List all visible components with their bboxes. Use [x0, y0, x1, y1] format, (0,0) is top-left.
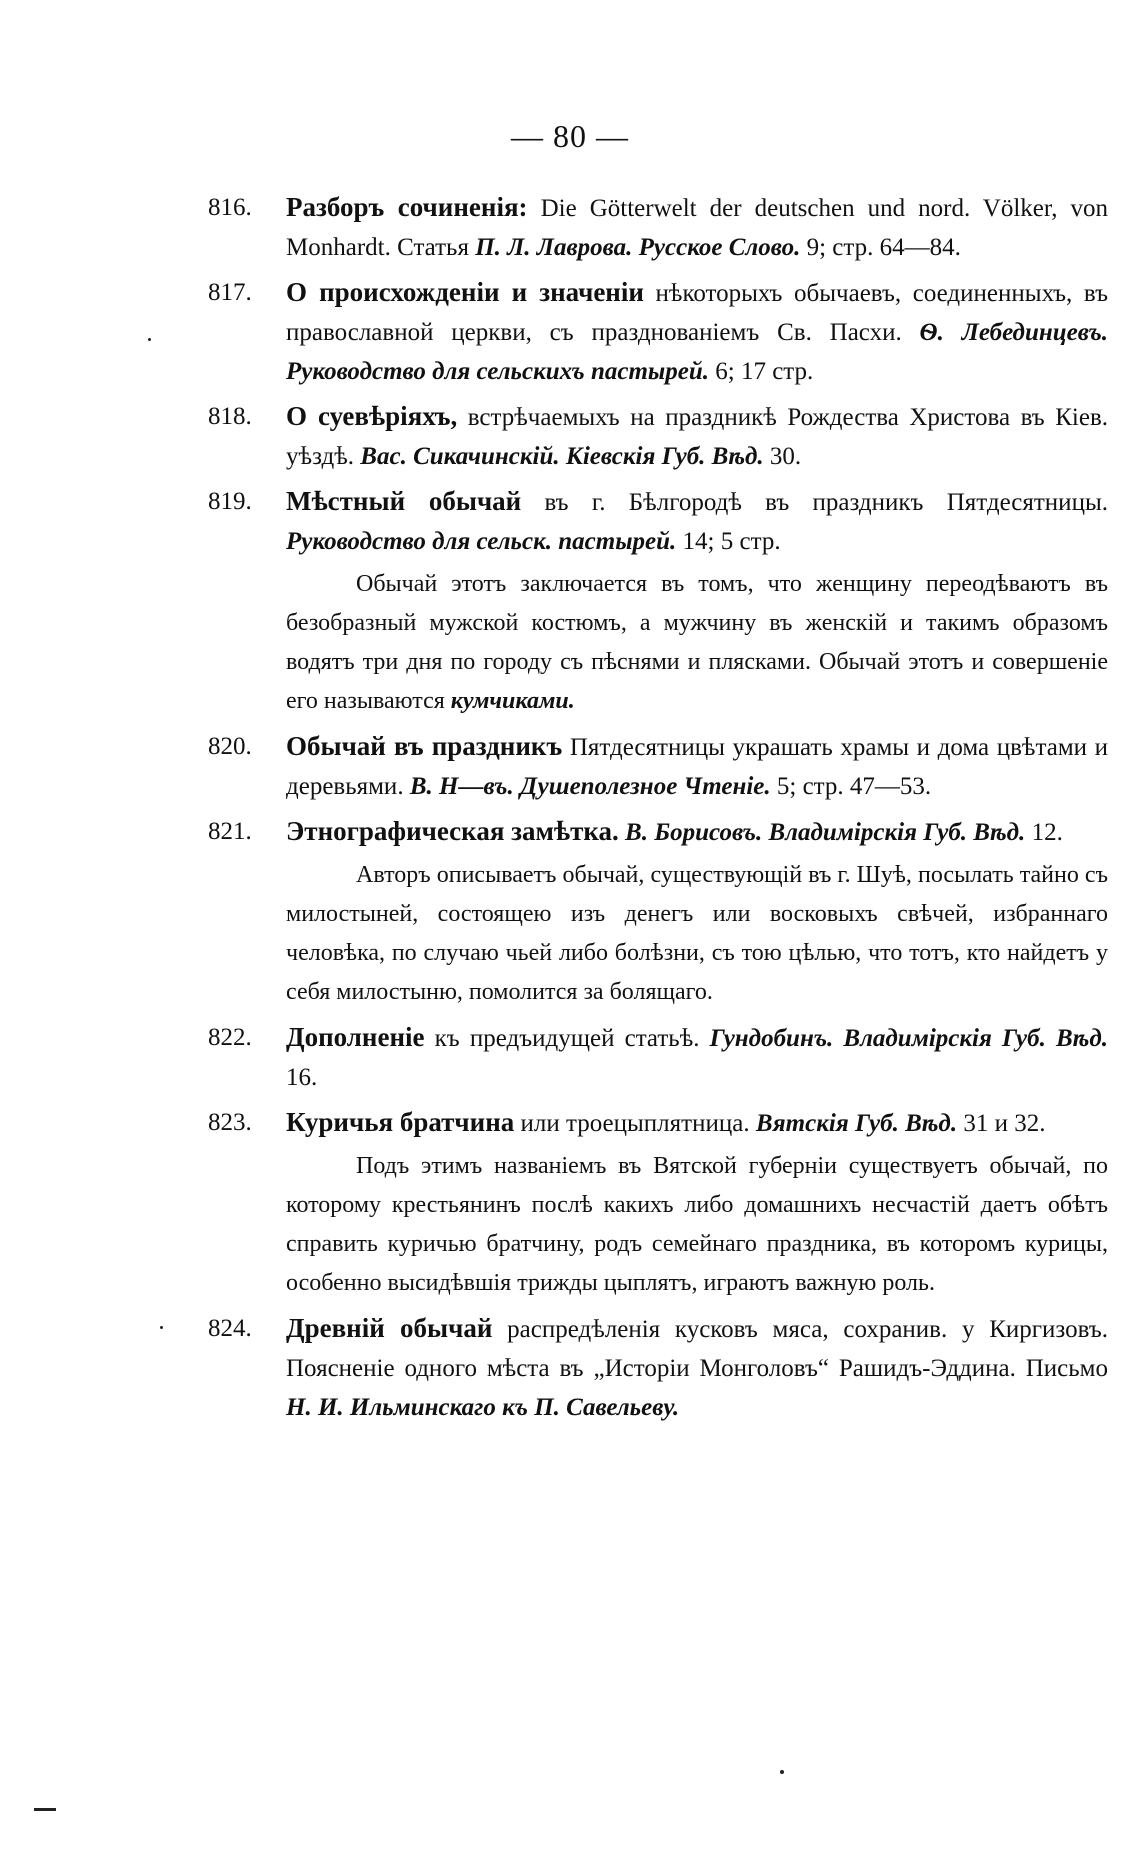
entry-number: 821.	[208, 818, 252, 845]
entry-title: Этнографическая замѣтка.	[286, 816, 619, 846]
entry-tail: 16.	[286, 1064, 318, 1091]
entry-title: Разборъ сочиненія:	[286, 192, 528, 222]
entry-text: или троецыплятница.	[514, 1110, 756, 1137]
entry-818	[208, 397, 1108, 476]
entry-title: О суевѣріяхъ,	[286, 401, 458, 431]
entry-817	[208, 273, 1108, 391]
entry-text: въ г. Бѣлгородѣ въ праздникъ Пятдесятницы.	[521, 489, 1108, 516]
entry-body	[286, 1103, 1108, 1143]
scan-dot	[780, 1770, 784, 1774]
entry-text: Die Götterwelt der deutschen und nord. Völker, von Monhardt. Статья	[286, 195, 1108, 261]
entry-number: 817.	[208, 279, 252, 306]
entry-number: 822.	[208, 1024, 252, 1051]
bibliography-list	[208, 188, 1108, 1433]
scan-mark	[34, 1808, 56, 1811]
entry-822	[208, 1018, 1108, 1097]
entry-body	[286, 812, 1108, 852]
entry-source: Ѳ. Лебединцевъ. Руководство для сельскихъ пастырей.	[286, 319, 1108, 385]
entry-body	[286, 1309, 1108, 1427]
entry-body	[286, 482, 1108, 561]
entry-tail: 5; стр. 47—53.	[770, 773, 932, 800]
entry-title: О происхожденіи и значеніи	[286, 277, 644, 307]
entry-number: 816.	[208, 194, 252, 221]
entry-tail: 6; 17 стр.	[709, 358, 814, 385]
entry-title: Обычай въ праздникъ	[286, 731, 563, 761]
scan-dot	[148, 338, 151, 341]
entry-body	[286, 1018, 1108, 1097]
entry-819	[208, 482, 1108, 721]
entry-text: встрѣчаемыхъ на праздникѣ Рождества Христова въ Кіев. уѣздѣ.	[286, 404, 1109, 470]
entry-title: Древній обычай	[286, 1313, 493, 1343]
entry-number: 820.	[208, 733, 252, 760]
entry-tail: 30.	[763, 443, 802, 470]
entry-text: къ предъидущей статьѣ.	[424, 1025, 710, 1052]
entry-tail: 14; 5 стр.	[676, 528, 781, 555]
entry-note	[286, 565, 1108, 721]
entry-tail: 12.	[1025, 819, 1063, 846]
note-text: Обычай этотъ заключается въ томъ, что женщину переодѣваютъ въ безобразный мужской костюмъ, а мужчину въ женскій и такимъ образомъ водятъ три дня по городу съ пѣснями и плясками. Обычай этотъ и совершеніе его называются	[286, 571, 1108, 714]
entry-source: Вятскія Губ. Вѣд.	[755, 1110, 958, 1137]
entry-tail: 9; стр. 64—84.	[800, 234, 961, 261]
entry-title: Дополненіе	[286, 1022, 425, 1052]
entry-body	[286, 397, 1108, 476]
entry-816	[208, 188, 1108, 267]
entry-title: Мѣстный обычай	[286, 486, 522, 516]
entry-note	[286, 1147, 1108, 1303]
entry-text: распредѣленія кусковъ мяса, сохранив. у Киргизовъ. Поясненіе одного мѣста въ „Исторіи Монголовъ“ Рашидъ-Эддина. Письмо	[286, 1316, 1109, 1382]
entry-body	[286, 188, 1108, 267]
entry-number: 823.	[208, 1109, 252, 1136]
entry-text: нѣкоторыхъ обычаевъ, соединенныхъ, въ православной церкви, съ празднованіемъ Св. Пасхи.	[286, 280, 1109, 346]
entry-source: В. Н—въ. Душеполезное Чтеніе.	[409, 773, 771, 800]
entry-823	[208, 1103, 1108, 1303]
page-number: — 80 —	[511, 118, 629, 154]
entry-note	[286, 856, 1108, 1012]
entry-number: 818.	[208, 403, 252, 430]
entry-820	[208, 727, 1108, 806]
entry-source: Вас. Сикачинскій. Кіевскія Губ. Вѣд.	[360, 443, 764, 470]
entry-824	[208, 1309, 1108, 1427]
entry-source: В. Борисовъ. Владимірскія Губ. Вѣд.	[625, 819, 1026, 846]
entry-source: Гундобинъ. Владимірскія Губ. Вѣд.	[709, 1025, 1108, 1052]
entry-body	[286, 273, 1108, 391]
entry-tail: 31 и 32.	[957, 1110, 1046, 1137]
entry-body	[286, 727, 1108, 806]
note-emphasis: кумчиками.	[450, 688, 575, 714]
entry-number: 824.	[208, 1315, 252, 1342]
note-text: Авторъ описываетъ обычай, существующій въ г. Шуѣ, посылать тайно съ милостыней, состоящею изъ денегъ или восковыхъ свѣчей, избраннаго человѣка, по случаю чьей либо болѣзни, съ тою цѣлью, что тотъ, кто найдетъ у себя милостыню, помолится за болящаго.	[286, 862, 1108, 1005]
note-text: Подъ этимъ названіемъ въ Вятской губерніи существуетъ обычай, по которому крестьянинъ послѣ какихъ либо домашнихъ несчастій даетъ обѣтъ справить куричью братчину, родъ семейнаго праздника, въ которомъ курицы, особенно высидѣвшія трижды цыплятъ, играютъ важную роль.	[286, 1153, 1108, 1296]
entry-title: Куричья братчина	[286, 1107, 515, 1137]
entry-source: П. Л. Лаврова. Русское Слово.	[475, 234, 801, 261]
scan-dot	[160, 1326, 163, 1329]
entry-821	[208, 812, 1108, 1012]
entry-source: Н. И. Ильминскаго къ П. Савельеву.	[286, 1394, 680, 1421]
entry-text: Пятдесятницы украшать храмы и дома цвѣтами и деревьями.	[286, 734, 1108, 800]
entry-number: 819.	[208, 488, 252, 515]
entry-source: Руководство для сельск. пастырей.	[286, 528, 677, 555]
